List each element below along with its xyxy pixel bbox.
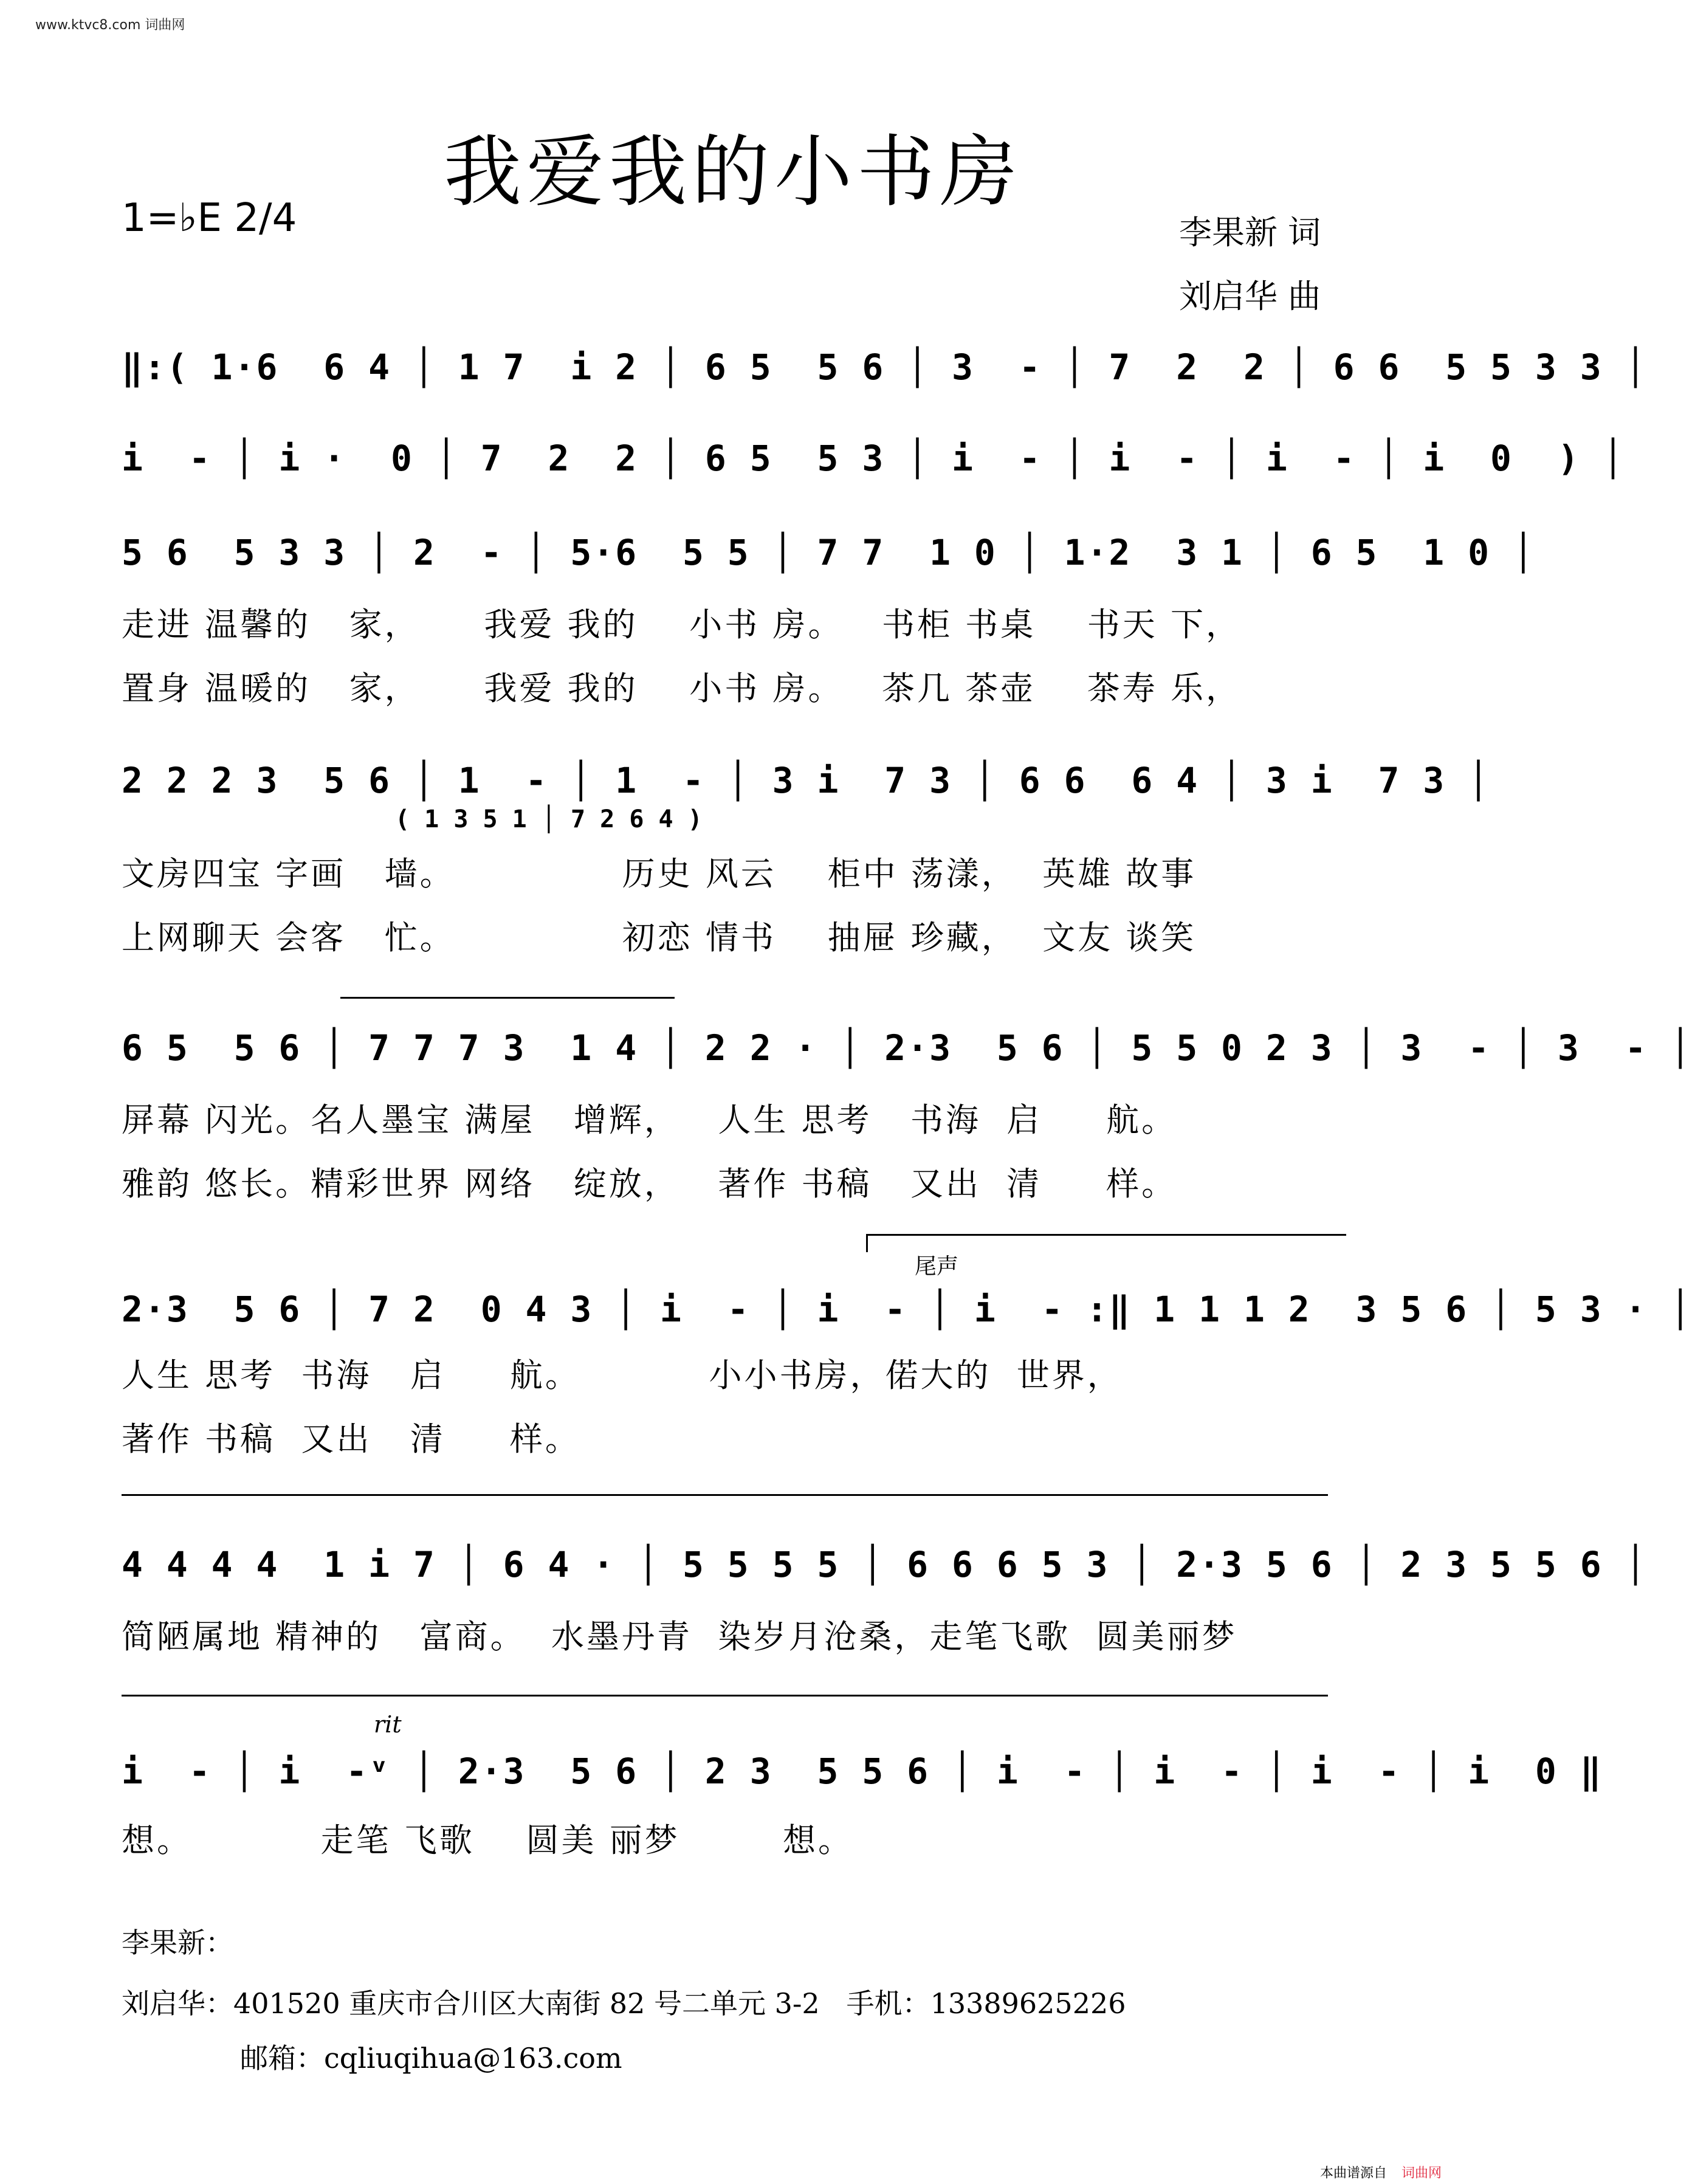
watermark-right: 词曲网 [1401, 2166, 1442, 2181]
notation-line-1: ‖:( 1·6 6 4 │ 1 7 i 2 │ 6 5 5 6 │ 3 - │ 7 2 2 │ 6 6 5 5 3 3 │ [122, 346, 1648, 388]
lyric-line-3-verse-2: 置身 温暖的 家， 我爱 我的 小书 房。 茶几 茶壶 茶寿 乐， [122, 669, 1241, 708]
notation-line-3: 5 6 5 3 3 │ 2 - │ 5·6 5 5 │ 7 7 1 0 │ 1·2 3 1 │ 6 5 1 0 │ [122, 532, 1535, 573]
lyricist-credit: 李果新 词 [1179, 213, 1321, 252]
notation-line-8: i - │ i -ᵛ │ 2·3 5 6 │ 2 3 5 5 6 │ i - │ i - │ i - │ i 0 ‖ [122, 1751, 1603, 1792]
coda-bracket-tick [866, 1234, 868, 1252]
source-site-label: www.ktvc8.com 词曲网 [35, 18, 185, 33]
notation-line-5: 6 5 5 6 │ 7 7 7 3 1 4 │ 2 2 · │ 2·3 5 6 │ 5 5 0 2 3 │ 3 - │ 3 - │ [122, 1027, 1692, 1069]
lyric-line-5-verse-1: 屏幕 闪光。名人墨宝 满屋 增辉， 人生 思考 书海 启 航。 [122, 1101, 1177, 1139]
crescendo-line [340, 997, 675, 999]
notation-line-7: 4 4 4 4 1 i 7 │ 6 4 · │ 5 5 5 5 │ 6 6 6 5 3 │ 2·3 5 6 │ 2 3 5 5 6 │ [122, 1544, 1648, 1585]
staff-rule-8 [122, 1695, 1328, 1697]
lyric-line-6-verse-2: 著作 书稿 又出 清 样。 [122, 1420, 580, 1458]
lyric-line-8: 想。 走笔 飞歌 圆美 丽梦 想。 [122, 1821, 853, 1859]
coda-bracket-line [866, 1234, 1346, 1236]
key-signature: 1=♭E 2/4 [122, 196, 297, 241]
composer-credit: 刘启华 曲 [1179, 277, 1321, 315]
footer-composer-contact: 刘启华：401520 重庆市合川区大南街 82 号二单元 3-2 手机：13389625226 [122, 1987, 1126, 2020]
lyric-line-5-verse-2: 雅韵 悠长。精彩世界 网络 绽放， 著作 书稿 又出 清 样。 [122, 1165, 1177, 1203]
song-title: 我爱我的小书房 [443, 127, 1022, 218]
watermark [1320, 2163, 1442, 2182]
watermark-left: 本曲谱源自 [1319, 2166, 1387, 2181]
rit-marking: rit [374, 1711, 402, 1738]
lyric-line-7: 简陋属地 精神的 富商。 水墨丹青 染岁月沧桑，走笔飞歌 圆美丽梦 [122, 1617, 1237, 1656]
footer-lyricist: 李果新： [122, 1926, 233, 1959]
lyric-line-4-verse-1: 文房四宝 字画 墙。 历史 风云 柜中 荡漾， 英雄 故事 [122, 855, 1197, 893]
notation-line-4: 2 2 2 3 5 6 │ 1 - │ 1 - │ 3 i 7 3 │ 6 6 6 4 │ 3 i 7 3 │ [122, 760, 1491, 801]
accompaniment-bracket: ( 1 3 5 1 │ 7 2 6 4 ) [395, 805, 703, 833]
notation-line-2: i - │ i · 0 │ 7 2 2 │ 6 5 5 3 │ i - │ i - │ i - │ i 0 ) │ [122, 438, 1625, 479]
lyric-line-4-verse-2: 上网聊天 会客 忙。 初恋 情书 抽屉 珍藏， 文友 谈笑 [122, 918, 1197, 957]
staff-rule-7 [122, 1494, 1328, 1496]
lyric-line-3-verse-1: 走进 温馨的 家， 我爱 我的 小书 房。 书柜 书桌 书天 下， [122, 605, 1241, 644]
lyric-line-6-verse-1: 人生 思考 书海 启 航。 小小书房，偌大的 世界， [122, 1356, 1123, 1394]
coda-label: 尾声 [915, 1254, 959, 1279]
footer-email: 邮箱：cqliuqihua@163.com [240, 2042, 622, 2075]
notation-line-6: 2·3 5 6 │ 7 2 0 4 3 │ i - │ i - │ i - :‖ 1 1 1 2 3 5 6 │ 5 3 · │ [122, 1289, 1692, 1330]
